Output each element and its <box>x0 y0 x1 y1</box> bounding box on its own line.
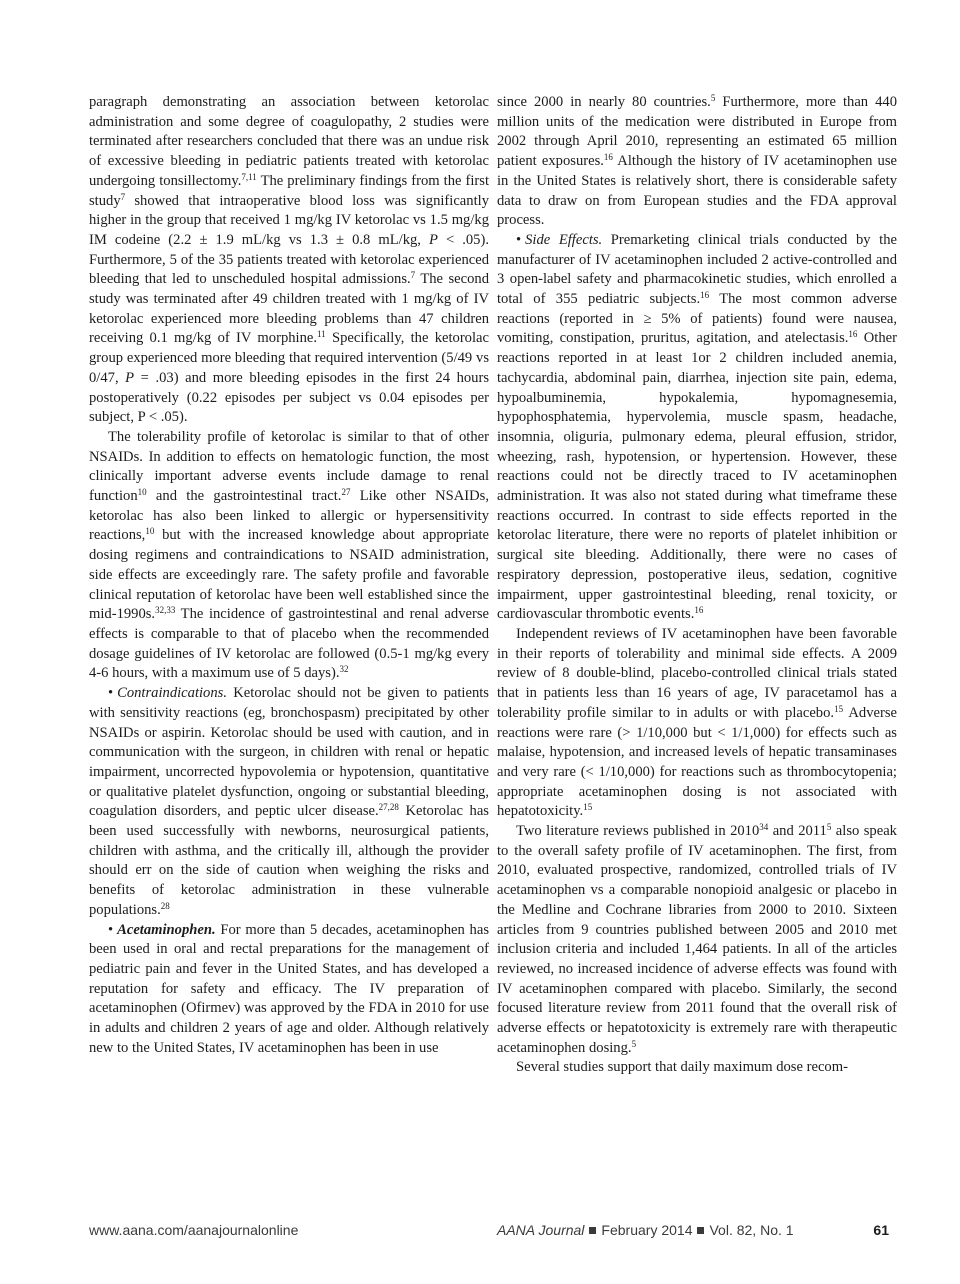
section-heading: Acetaminophen. <box>117 921 216 938</box>
paragraph: The tolerability profile of ketorolac is similar to that of other NSAIDs. In addition to effects on hematologic function, the most clinically important adverse events include damage to renal function$^{10}$ and the gastrointestinal tract.$^{27}$ Like other NSAIDs, ketorolac has also been linked to allergic or hypersensitivity reactions,$^{10}$ but with the increased knowledge about appropriate dosing regimens and contraindications to NSAID administration, side effects are exceedingly rare. The safety profile and favorable clinical reputation of ketorolac have been well established since the mid-1990s.$^{32,33}$ The incidence of gastrointestinal and renal adverse effects is comparable to that of placebo when the recommended dosage guidelines of IV ketorolac are followed (0.5-1 mg/kg every 4-6 hours, with a maximum use of 5 days).$^{32}$ <box>89 428 489 682</box>
citation: 15 <box>834 703 844 714</box>
paragraph-side-effects: • Side Effects. Premarketing clinical trials conducted by the manufacturer of IV acetaminophen included 2 active-controlled and 3 open-label safety and pharmacokinetic studies, which enrolled a total of 355 pediatric subjects.$^{16}$ The most common adverse reactions (reported in ≥ 5% of patients) found were nausea, vomiting, constipation, pruritus, agitation, and atelectasis.$^{16}$ Other reactions reported in at least 1or 2 children included anemia, tachycardia, abdominal pain, diarrhea, injection site pain, edema, hypoalbuminemia, hypokalemia, hypomagnesemia, hypophosphatemia, hypervolemia, muscle spasm, headache, insomnia, oliguria, pulmonary edema, pleural effusion, stridor, wheezing, rash, hypotension, or hypertension. However, these reactions could not be directly traced to IV acetaminophen administration. It was also not stated during what timeframe these reactions occurred. In contrast to side effects reported in the ketorolac literature, there were no reports of platelet inhibition or surgical site bleeding. Additionally, there were no cases of respiratory depression, postoperative ileus, sedation, cognitive impairment, upper gastrointestinal bleeding, renal toxicity, or cardiovascular thrombotic events.$^{16}$ <box>497 231 897 623</box>
bullet: • <box>108 921 114 938</box>
paragraph: since 2000 in nearly 80 countries.$^5$ Furthermore, more than 440 million units of the medication were distributed in Europe from 2002 through April 2010, representing an estimated 65 million patient exposures.$^{16}$ Although the history of IV acetaminophen use in the United States is relatively short, there is considerable safety data to draw on from European studies and the FDA approval process. <box>497 93 898 229</box>
citation: 10 <box>137 487 147 498</box>
citation: 16 <box>694 605 704 616</box>
citation: 7 <box>120 191 126 202</box>
citation: 5 <box>826 822 832 833</box>
citation: 27,28 <box>378 802 399 813</box>
citation: 10 <box>145 526 155 537</box>
paragraph: Two literature reviews published in 2010$^{34}$ and 2011$^5$ also speak to the overall safety profile of IV acetaminophen. The first, from 2010, evaluated prospective, randomized, controlled trials of IV acetaminophen vs a comparable nonopioid analgesic or placebo in the Medline and Cochrane libraries from 2000 to 2010. Sixteen articles from 9 countries published between 2005 and 2010 met inclusion criteria and included 1,464 patients. In all of the articles reviewed, no increased incidence of adverse effects was found with IV acetaminophen compared with placebo. Similarly, the second focused literature review from 2011 found that the overall risk of adverse effects or hepatotoxicity is extremely rare with therapeutic acetaminophen dosing.$^5$ <box>497 822 897 1056</box>
paragraph-acetaminophen: • Acetaminophen. For more than 5 decades, acetaminophen has been used in oral and rectal preparations for the management of pediatric pain and fever in the United States, and has developed a reputation for safety and efficacy. The IV preparation of acetaminophen (Ofirmev) was approved by the FDA in 2010 for use in adults and children 2 years of age and older. Although relatively new to the United States, IV acetaminophen has been in use <box>89 921 489 1056</box>
citation: 28 <box>160 900 170 911</box>
citation: 16 <box>603 152 613 163</box>
citation: 34 <box>759 822 769 833</box>
paragraph: Independent reviews of IV acetaminophen have been favorable in their reports of tolerability and minimal side effects. A 2009 review of 8 double-blind, placebo-controlled clinical trials stated that in patients less than 16 years of age, IV paracetamol has a tolerability profile similar to in adults or with placebo.$^{15}$ Adverse reactions were rare (> 1/10,000 but < 1/1,000) for effects such as malaise, hypotension, and increased levels of hepatic transaminases and very rare (< 1/10,000) for reactions such as thrombocytopenia; appropriate acetaminophen dosing is not associated with hepatotoxicity.$^{15}$ <box>497 625 897 820</box>
page-number: 61 <box>873 1222 889 1238</box>
bullet: • <box>516 231 522 248</box>
paragraph-contraindications: • Contraindications. Ketorolac should not be given to patients with sensitivity reactions (eg, bronchospasm) precipitated by other NSAIDs or aspirin. Ketorolac should be used with caution, and in communication with the surgeon, in children with renal or hepatic impairment, uncorrected hypovolemia or hypotension, quantitative or qualitative platelet dysfunction, ongoing or substantial bleeding, coagulation disorders, and peptic ulcer disease.$^{27,28}$ Ketorolac has been used successfully with newborns, neurosurgical patients, children with asthma, and the critically ill, although the provider should err on the side of caution when weighing the risks and benefits of ketorolac administration in these vulnerable populations.$^{28}$ <box>89 685 489 918</box>
citation: 27 <box>341 487 351 498</box>
journal-name: AANA Journal <box>497 1222 585 1238</box>
citation: 5 <box>710 93 716 103</box>
section-heading: Side Effects. <box>525 231 603 248</box>
footer-url[interactable]: www.aana.com/aanajournalonline <box>89 1222 299 1238</box>
separator-square <box>697 1227 704 1234</box>
volume: Vol. 82, No. 1 <box>709 1222 794 1238</box>
citation: 7 <box>410 270 416 281</box>
left-column <box>89 93 489 1058</box>
citation: 32,33 <box>155 605 176 616</box>
right-column <box>497 93 897 1078</box>
separator-square <box>589 1227 596 1234</box>
paragraph: Several studies support that daily maximum dose recom- <box>516 1059 848 1076</box>
citation: 16 <box>700 290 710 301</box>
section-heading: Contraindications. <box>117 685 227 702</box>
bullet: • <box>108 685 114 702</box>
citation: 32 <box>339 664 349 675</box>
paragraph: paragraph demonstrating an association between ketorolac administration and some degree of coagulopathy, 2 studies were terminated after researchers concluded that there was an undue risk of excessive bleeding in pediatric patients treated with ketorolac undergoing tonsillectomy.$^{7,11}$ The preliminary findings from the first study$^7$ showed that intraoperative blood loss was significantly higher in the group that received 1 mg/kg IV ketorolac vs 1.5 mg/kg IM codeine (2.2 ± 1.9 mL/kg vs 1.3 ± 0.8 mL/kg, P < .05). Furthermore, 5 of the 35 patients treated with ketorolac experienced bleeding that led to unscheduled hospital admissions.$^7$ The second study was terminated after 49 children treated with 1 mg/kg of IV ketorolac experienced more bleeding problems than 47 children receiving 0.1 mg/kg of IV morphine.$^{11}$ Specifically, the ketorolac group experienced more bleeding that required intervention (5/49 vs 0/47, P = .03) and more bleeding episodes in the first 24 hours postoperatively (0.22 episodes per subject vs 0.04 episodes per subject, P < .05). <box>89 94 489 426</box>
citation: 15 <box>583 802 593 813</box>
footer-citation <box>497 1222 889 1242</box>
citation: 7,11 <box>241 171 257 182</box>
citation: 5 <box>631 1038 637 1049</box>
citation: 11 <box>317 329 326 340</box>
issue-date: February 2014 <box>601 1222 693 1238</box>
citation: 16 <box>848 329 858 340</box>
